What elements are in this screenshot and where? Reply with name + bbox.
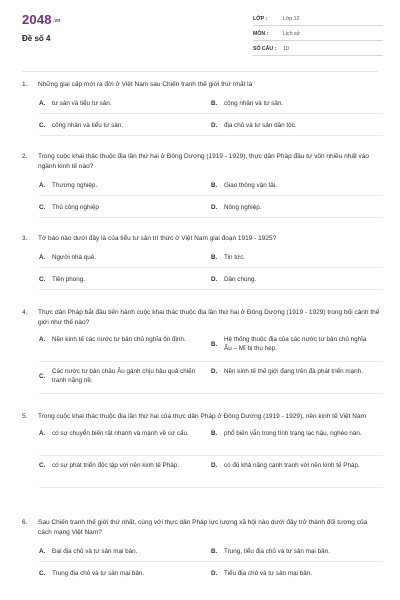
option-text: Tiểu địa chủ và tư sản mại bản. <box>224 570 312 577</box>
option-letter: B. <box>211 340 218 348</box>
question-number: 4. <box>22 309 28 316</box>
option-b[interactable] <box>211 99 374 108</box>
option-c[interactable] <box>39 367 202 385</box>
exam-title: Đề số 4 <box>22 34 51 43</box>
meta-key: SỐ CÂU : <box>253 45 277 52</box>
option-a[interactable] <box>39 335 202 344</box>
question-text: Trong cuộc khai thác thuộc địa lần thứ hai ở Đông Dương (1919 - 1929), thực dân Pháp đầu tư vốn nhiều nhất vào ngành kinh tế nào? <box>38 153 370 170</box>
option-letter: A. <box>39 430 46 437</box>
row-divider <box>39 267 383 268</box>
question-4 <box>22 308 382 405</box>
question-3 <box>22 234 382 293</box>
option-a[interactable] <box>39 181 202 190</box>
row-divider <box>39 561 383 562</box>
option-a[interactable] <box>39 429 202 438</box>
option-letter: D. <box>211 462 218 469</box>
question-number: 2. <box>22 153 28 160</box>
option-d[interactable] <box>211 275 374 284</box>
question-text: Những giai cấp mới ra đời ở Việt Nam sau Chiến tranh thế giới thứ nhất là <box>38 81 253 88</box>
option-d[interactable] <box>211 121 374 130</box>
option-text: Thủ công nghiệp <box>52 204 99 211</box>
option-b[interactable] <box>211 335 374 353</box>
option-text: tư sản và tiểu tư sản. <box>52 100 112 107</box>
row-divider <box>39 195 383 196</box>
option-letter: C. <box>39 276 46 283</box>
option-text: Trung địa chủ và tư sản mại bản. <box>52 570 145 577</box>
logo-text: 2048 <box>22 12 52 27</box>
page-header <box>0 0 400 60</box>
option-letter: B. <box>211 254 218 261</box>
option-letter: A. <box>39 182 46 189</box>
question-number: 5. <box>22 413 28 420</box>
option-text: Người nhà quê. <box>52 254 97 261</box>
meta-value: Lớp 12 <box>283 15 300 22</box>
meta-key: MÔN : <box>253 30 269 37</box>
option-text: có sự chuyển biến rất nhanh và mạnh về cơ cấu. <box>52 430 189 437</box>
option-letter: B. <box>211 100 218 107</box>
option-text: công nhân và tiểu tư sản. <box>52 122 124 129</box>
logo-suffix: .vn <box>52 18 61 24</box>
option-letter: A. <box>39 254 46 261</box>
question-5 <box>22 412 382 499</box>
option-c[interactable] <box>39 121 202 130</box>
option-b[interactable] <box>211 181 374 190</box>
option-text: Trung, tiểu địa chủ và tư sản mại bản. <box>224 548 330 555</box>
option-text: Đại địa chủ và tư sản mại bản. <box>52 548 138 555</box>
option-c[interactable] <box>39 275 202 284</box>
question-number: 3. <box>22 235 28 242</box>
row-divider <box>39 135 383 136</box>
option-b[interactable] <box>211 547 374 556</box>
option-letter: C. <box>39 122 46 129</box>
option-d[interactable] <box>211 367 374 376</box>
option-b[interactable] <box>211 253 374 262</box>
option-d[interactable] <box>211 203 374 212</box>
option-text: phổ biến vẫn trong tình trạng lạc hậu, nghèo nàn. <box>224 430 362 437</box>
option-c[interactable] <box>39 569 202 578</box>
meta-row-class <box>253 12 383 26</box>
option-letter: D. <box>211 570 218 577</box>
meta-value: Lịch sử <box>283 30 301 37</box>
question-number: 1. <box>22 81 28 88</box>
option-text: Thương nghiệp. <box>52 182 98 189</box>
row-divider <box>39 113 383 114</box>
header-divider <box>22 71 378 72</box>
option-text: Dân chúng. <box>224 276 257 283</box>
meta-row-count <box>253 42 383 56</box>
option-c[interactable] <box>39 203 202 212</box>
option-text: công nhân và tư sản. <box>224 100 284 107</box>
option-a[interactable] <box>39 547 202 556</box>
option-letter: A. <box>39 100 46 107</box>
question-text: Sau Chiến tranh thế giới thứ nhất, cùng với thực dân Pháp lực lượng xã hội nào dưới đây trở thành đối tượng của cách mạng Việt Nam? <box>38 519 368 536</box>
question-text: Trong cuộc khai thác thuộc địa lần thứ hai của thực dân Pháp ở Đông Dương (1919 - 1929), nền kinh tế Việt Nam <box>38 413 366 420</box>
meta-row-subject <box>253 27 383 41</box>
row-divider <box>39 361 383 362</box>
option-text: Hệ thống thuộc địa của các nước tư bản chủ nghĩa Âu – Mĩ bị thu hẹp. <box>224 336 367 352</box>
question-text: Thực dân Pháp bắt đầu tiến hành cuộc khai thác thuộc địa lần thứ hai ở Đông Dương (1919 - 1929) trong bối cảnh thế giới như thế nào? <box>38 309 380 326</box>
option-letter: C. <box>39 372 46 380</box>
row-divider <box>39 289 383 290</box>
question-6 <box>22 518 382 593</box>
option-text: Nền kinh tế các nước tư bản chủ nghĩa ổn định. <box>52 336 186 343</box>
option-text: địa chủ và tư sản dân tộc. <box>224 122 297 129</box>
option-text: Nông nghiệp. <box>224 204 262 211</box>
option-letter: D. <box>211 204 218 211</box>
option-letter: B. <box>211 548 218 555</box>
option-letter: D. <box>211 368 218 375</box>
option-letter: B. <box>211 182 218 189</box>
option-text: có sự phát triển độc lập với nền kinh tế Pháp. <box>52 462 180 469</box>
option-letter: B. <box>211 430 218 437</box>
option-text: có đủ khả năng cạnh tranh với nền kinh tế Pháp. <box>224 462 360 469</box>
option-letter: C. <box>39 462 46 469</box>
option-text: Tin tức. <box>224 254 246 261</box>
option-a[interactable] <box>39 99 202 108</box>
option-letter: C. <box>39 204 46 211</box>
question-1 <box>22 80 382 139</box>
option-c[interactable] <box>39 461 202 470</box>
option-a[interactable] <box>39 253 202 262</box>
option-letter: D. <box>211 122 218 129</box>
row-divider <box>39 455 383 456</box>
option-letter: D. <box>211 276 218 283</box>
option-letter: A. <box>39 336 46 343</box>
option-d[interactable] <box>211 461 374 470</box>
option-text: Tiền phong. <box>52 276 86 283</box>
question-text: Tờ báo nào dưới đây là của tiểu tư sản trí thức ở Việt Nam giai đoạn 1919 - 1925? <box>38 235 277 242</box>
option-d[interactable] <box>211 569 374 578</box>
site-logo[interactable] <box>22 12 61 27</box>
exam-meta <box>253 12 383 57</box>
option-text: Các nước tư bản châu Âu gánh chịu hậu quả chiến tranh nặng nề. <box>52 368 196 384</box>
row-divider <box>39 393 383 394</box>
question-2 <box>22 152 382 221</box>
row-divider <box>39 217 383 218</box>
meta-value: 10 <box>283 45 289 52</box>
question-number: 6. <box>22 519 28 526</box>
meta-key: LỚP : <box>253 15 268 22</box>
option-text: Giao thông vận tải. <box>224 182 277 189</box>
option-text: Nền kinh tế thế giới đang trên đà phát triển mạnh. <box>224 368 363 375</box>
option-letter: A. <box>39 548 46 555</box>
option-b[interactable] <box>211 429 374 438</box>
row-divider <box>39 487 383 488</box>
option-letter: C. <box>39 570 46 577</box>
